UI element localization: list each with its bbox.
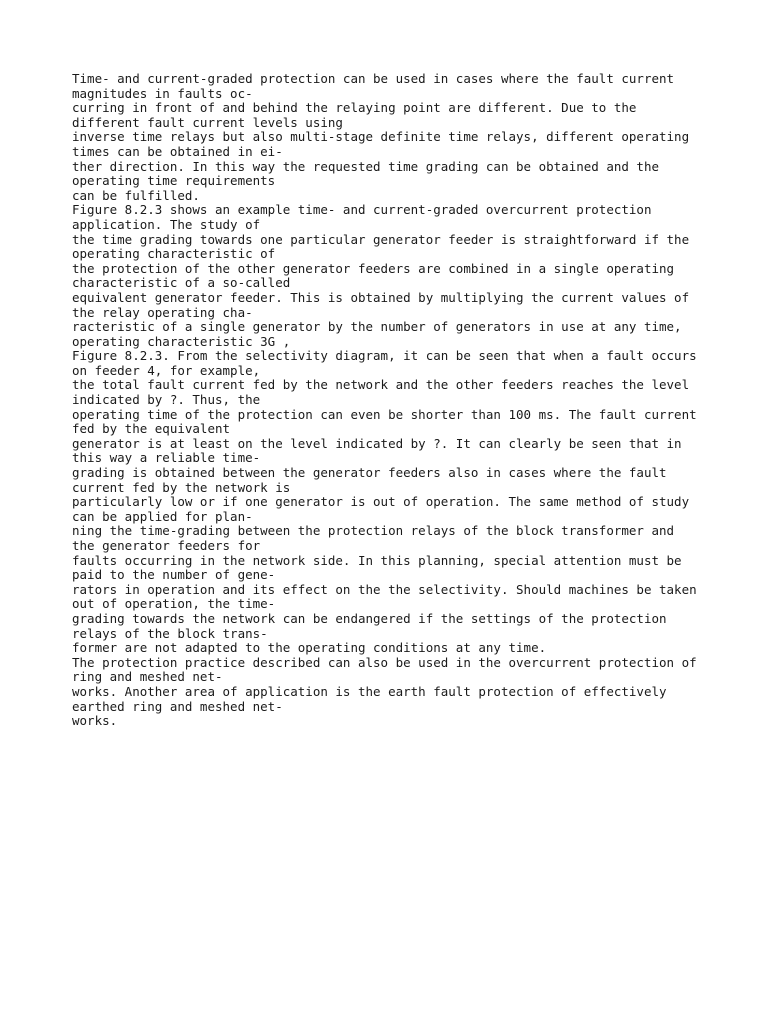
text-line: Figure 8.2.3 shows an example time- and current-graded overcurrent protection bbox=[72, 202, 652, 218]
text-line: former are not adapted to the operating conditions at any time. bbox=[72, 640, 547, 656]
text-line: faults occurring in the network side. In this planning, special attention must be bbox=[72, 552, 682, 568]
text-line: characteristic of a so-called bbox=[72, 275, 291, 291]
text-line: indicated by ?. Thus, the bbox=[72, 392, 261, 408]
text-line: the relay operating cha- bbox=[72, 304, 253, 320]
text-line: relays of the block trans- bbox=[72, 625, 268, 641]
text-line: equivalent generator feeder. This is obtained by multiplying the current values of bbox=[72, 289, 690, 305]
text-line: earthed ring and meshed net- bbox=[72, 698, 283, 714]
text-line: can be fulfilled. bbox=[72, 187, 200, 203]
text-line: paid to the number of gene- bbox=[72, 567, 276, 583]
text-line: ther direction. In this way the requested time grading can be obtained and the bbox=[72, 158, 659, 174]
text-line: ning the time-grading between the protection relays of the block transformer and bbox=[72, 523, 675, 539]
text-line: operating characteristic 3G , bbox=[72, 333, 291, 349]
text-line: works. Another area of application is the earth fault protection of effectively bbox=[72, 683, 667, 699]
text-line: this way a reliable time- bbox=[72, 450, 261, 466]
text-line: magnitudes in faults oc- bbox=[72, 85, 253, 101]
text-line: curring in front of and behind the relaying point are different. Due to the bbox=[72, 100, 637, 116]
text-line: the total fault current fed by the network and the other feeders reaches the level bbox=[72, 377, 690, 393]
text-line: Figure 8.2.3. From the selectivity diagram, it can be seen that when a fault occurs bbox=[72, 348, 697, 364]
text-line: generator is at least on the level indicated by ?. It can clearly be seen that in bbox=[72, 435, 682, 451]
text-line: out of operation, the time- bbox=[72, 596, 276, 612]
text-line: The protection practice described can also be used in the overcurrent protection of bbox=[72, 654, 697, 670]
text-line: rators in operation and its effect on the the selectivity. Should machines be taken bbox=[72, 581, 697, 597]
text-line: works. bbox=[72, 713, 118, 729]
text-line: times can be obtained in ei- bbox=[72, 143, 283, 159]
text-line: the protection of the other generator feeders are combined in a single operating bbox=[72, 260, 675, 276]
text-line: the time grading towards one particular generator feeder is straightforward if the bbox=[72, 231, 690, 247]
text-line: current fed by the network is bbox=[72, 479, 291, 495]
text-line: the generator feeders for bbox=[72, 538, 261, 553]
text-line: fed by the equivalent bbox=[72, 421, 231, 437]
text-line: racteristic of a single generator by the number of generators in use at any time, bbox=[72, 319, 682, 335]
text-line: application. The study of bbox=[72, 216, 261, 232]
text-line: operating characteristic of bbox=[72, 246, 276, 262]
text-line: inverse time relays but also multi-stage definite time relays, different operating bbox=[72, 129, 690, 145]
text-line: can be applied for plan- bbox=[72, 508, 253, 524]
text-line: operating time requirements bbox=[72, 173, 276, 189]
text-line: Time- and current-graded protection can be used in cases where the fault current bbox=[72, 71, 675, 86]
text-line: ring and meshed net- bbox=[72, 669, 223, 685]
text-line: grading is obtained between the generator feeders also in cases where the fault bbox=[72, 465, 667, 481]
text-line: grading towards the network can be endangered if the settings of the protection bbox=[72, 610, 667, 626]
body-text bbox=[72, 72, 712, 729]
text-line: particularly low or if one generator is out of operation. The same method of study bbox=[72, 494, 690, 510]
text-line: different fault current levels using bbox=[72, 114, 343, 130]
text-line: on feeder 4, for example, bbox=[72, 362, 261, 378]
text-line: operating time of the protection can even be shorter than 100 ms. The fault current bbox=[72, 406, 697, 422]
